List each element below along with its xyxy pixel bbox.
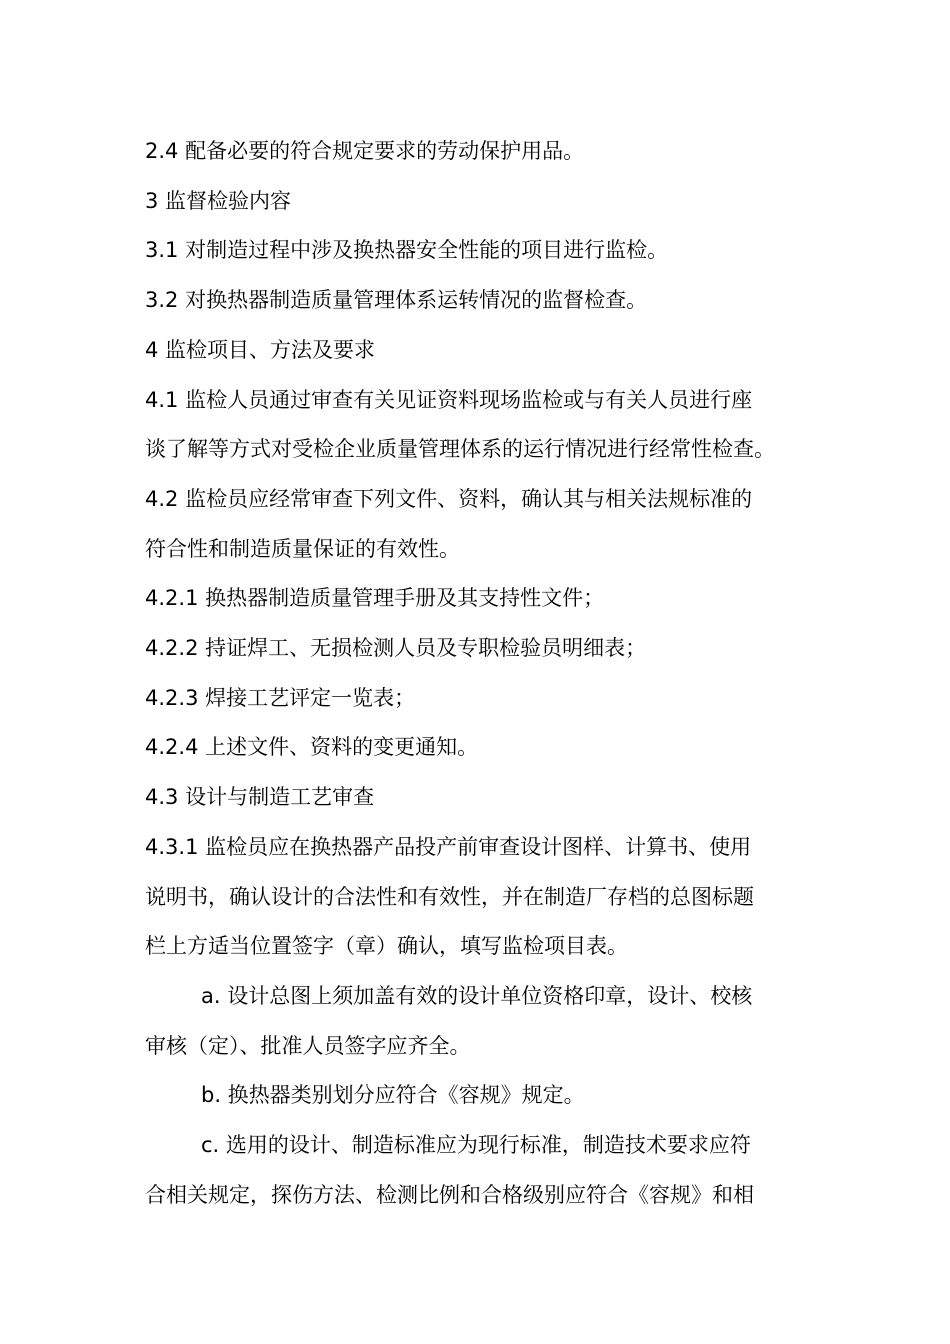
text-line-6: 4.1 监检人员通过审查有关见证资料现场监检或与有关人员进行座 (145, 387, 753, 412)
text-line-17: 栏上方适当位置签字（章）确认，填写监检项目表。 (145, 934, 628, 959)
list-item-a: a. 设计总图上须加盖有效的设计单位资格印章，设计、校核 (201, 983, 753, 1008)
text-line-15: 4.3.1 监检员应在换热器产品投产前审查设计图样、计算书、使用 (145, 834, 752, 859)
text-line-22: 合相关规定，探伤方法、检测比例和合格级别应符合《容规》和相 (145, 1182, 754, 1207)
list-item-b: b. 换热器类别划分应符合《容规》规定。 (201, 1083, 585, 1108)
text-line-7: 谈了解等方式对受检企业质量管理体系的运行情况进行经常性检查。 (145, 437, 775, 462)
text-line-9: 符合性和制造质量保证的有效性。 (145, 536, 460, 561)
list-item-c: c. 选用的设计、制造标准应为现行标准，制造技术要求应符 (201, 1133, 751, 1158)
text-line-12: 4.2.3 焊接工艺评定一览表； (145, 685, 416, 710)
text-line-16: 说明书，确认设计的合法性和有效性，并在制造厂存档的总图标题 (145, 884, 754, 909)
document-page (145, 127, 810, 1220)
text-line-11: 4.2.2 持证焊工、无损检测人员及专职检验员明细表； (145, 636, 647, 661)
text-line-10: 4.2.1 换热器制造质量管理手册及其支持性文件； (145, 586, 605, 611)
section-heading-4-3: 4.3 设计与制造工艺审查 (145, 785, 375, 810)
section-heading-3: 3 监督检验内容 (145, 188, 292, 213)
text-line-19: 审核（定）、批准人员签字应齐全。 (145, 1033, 471, 1058)
text-line-3: 3.1 对制造过程中涉及换热器安全性能的项目进行监检。 (145, 238, 669, 263)
text-line-8: 4.2 监检员应经常审查下列文件、资料，确认其与相关法规标准的 (145, 486, 753, 511)
section-heading-4: 4 监检项目、方法及要求 (145, 337, 376, 362)
text-line-13: 4.2.4 上述文件、资料的变更通知。 (145, 735, 479, 760)
text-line-4: 3.2 对换热器制造质量管理体系运转情况的监督检查。 (145, 288, 648, 313)
text-line-1: 2.4 配备必要的符合规定要求的劳动保护用品。 (145, 139, 585, 163)
